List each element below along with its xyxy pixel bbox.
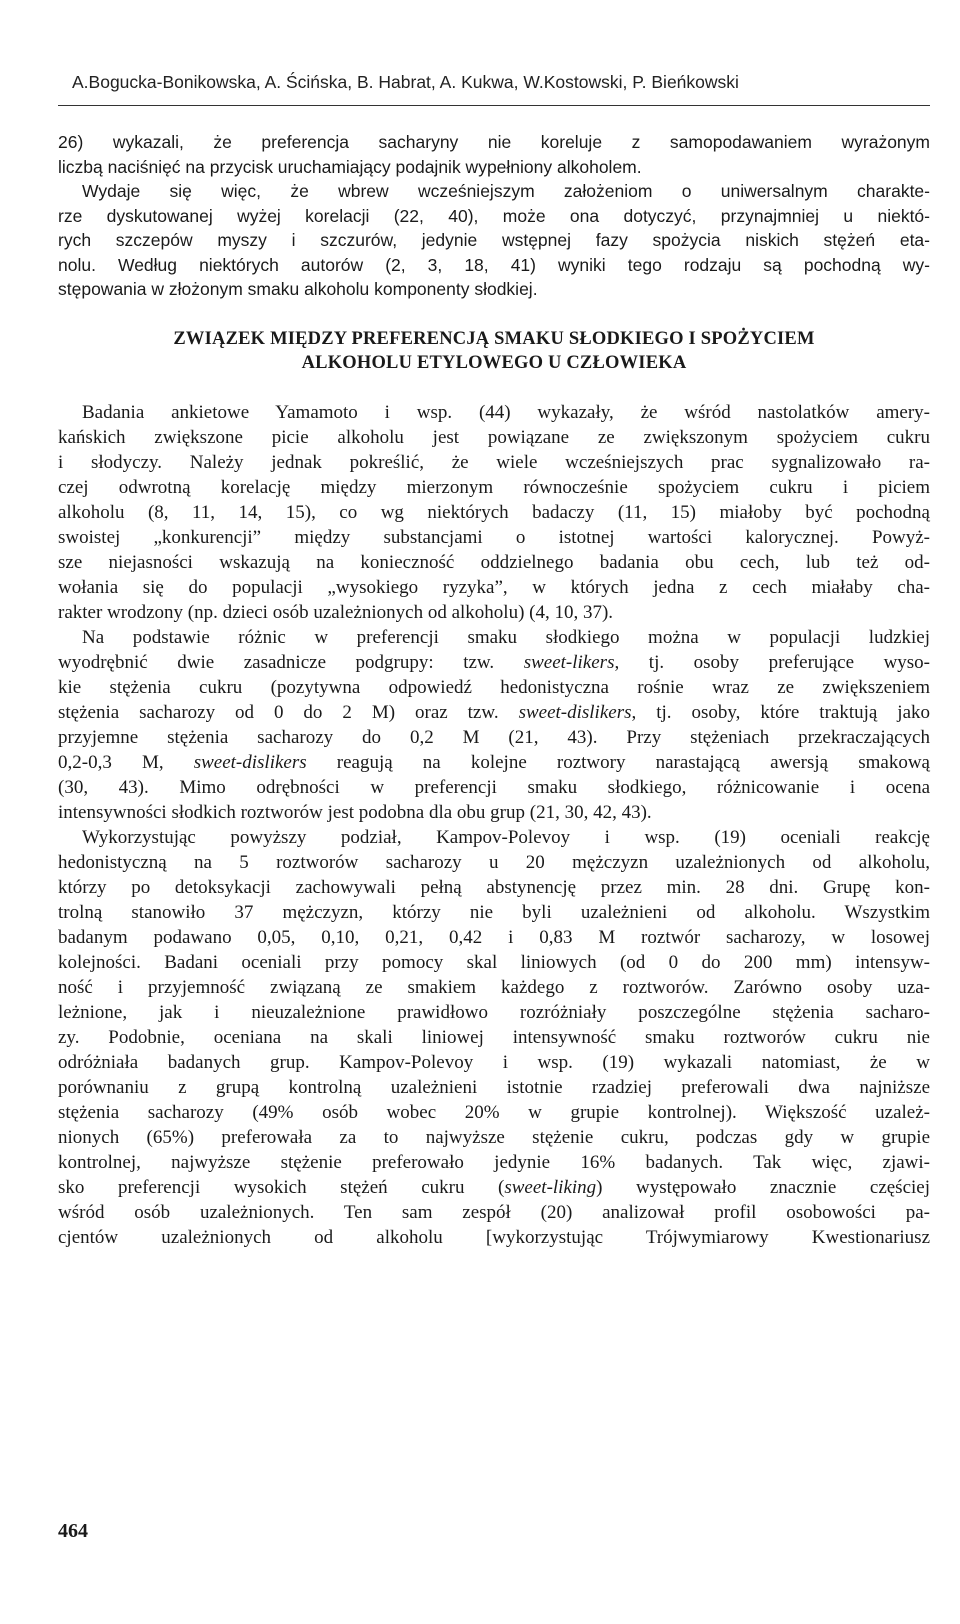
running-header: A.Bogucka-Bonikowska, A. Ścińska, B. Habrat, A. Kukwa, W.Kostowski, P. Bieńkowski	[72, 72, 739, 92]
text-line: (30, 43). Mimo odrębności w preferencji smaku słodkiego, różnicowanie i ocena	[58, 777, 930, 798]
text-line: Wydaje się więc, że wbrew wcześniejszym założeniom o uniwersalnym charakte-	[82, 181, 930, 201]
text-line: sze niejasności wskazują na konieczność oddzielnego badania obu cech, lub też od-	[58, 552, 930, 573]
text-line: trolną stanowiło 37 mężczyzn, którzy nie byli uzależnieni od alkoholu. Wszystkim	[58, 902, 930, 923]
text-line: Badania ankietowe Yamamoto i wsp. (44) wykazały, że wśród nastolatków amery-	[82, 402, 930, 423]
text-line: nolu. Według niektórych autorów (2, 3, 18, 41) wyniki tego rodzaju są pochodną wy-	[58, 255, 930, 275]
text-line: kolejności. Badani oceniali przy pomocy skal liniowych (od 0 do 200 mm) intensyw-	[58, 952, 930, 973]
text-line: stężenia sacharozy od 0 do 2 M) oraz tzw. sweet-dislikers, tj. osoby, które traktują jako	[58, 702, 930, 723]
text-line: i słodyczy. Należy jednak pokreślić, że wiele wcześniejszych prac sygnalizowało ra-	[58, 452, 930, 473]
term-italic: sweet-dislikers	[518, 702, 632, 723]
text-line: intensywności słodkich roztworów jest podobna dla obu grup (21, 30, 42, 43).	[58, 802, 652, 823]
text-line: sko preferencji wysokich stężeń cukru (sweet-liking) występowało znacznie częściej	[58, 1177, 930, 1198]
text-line: wśród osób uzależnionych. Ten sam zespół (20) analizował profil osobowości pa-	[58, 1202, 930, 1223]
text-line: nionych (65%) preferowała za to najwyższe stężenie cukru, podczas gdy w grupie	[58, 1127, 930, 1148]
text-line: alkoholu (8, 11, 14, 15), co wg niektórych badaczy (11, 15) miałoby być pochodną	[58, 502, 930, 523]
text-line: którzy po detoksykacji zachowywali pełną abstynencję przez min. 28 dni. Grupę kon-	[58, 877, 930, 898]
text-line: liczbą naciśnięć na przycisk uruchamiający podajnik wypełniony alkoholem.	[58, 157, 642, 177]
text-line: zy. Podobnie, oceniana na skali liniowej intensywność smaku roztworów cukru nie	[58, 1027, 930, 1048]
text-line: kontrolnej, najwyższe stężenie preferowało jedynie 16% badanych. Tak więc, zjawi-	[58, 1152, 930, 1173]
text-line: kie stężenia cukru (pozytywna odpowiedź hedonistyczna rośnie wraz ze zwiększeniem	[58, 677, 930, 698]
text-line: wyodrębnić dwie zasadnicze podgrupy: tzw. sweet-likers, tj. osoby preferujące wyso-	[58, 652, 931, 673]
text-line: porównaniu z grupą kontrolną uzależnieni istotnie rzadziej preferowali dwa najniższe	[58, 1077, 930, 1098]
text-line: stężenia sacharozy (49% osób wobec 20% w grupie kontrolnej). Większość uzależ-	[58, 1102, 930, 1123]
text-line: wołania się do populacji „wysokiego ryzyka”, w których jedna z cech miałaby cha-	[58, 577, 930, 598]
term-italic: sweet-liking	[504, 1177, 597, 1198]
section-heading-line-2: ALKOHOLU ETYLOWEGO U CZŁOWIEKA	[301, 353, 687, 373]
text-line: hedonistyczną na 5 roztworów sacharozy u 20 mężczyzn uzależnionych od alkoholu,	[58, 852, 930, 873]
text-line: leżnione, jak i nieuzależnione prawidłowo rozróżniały poszczególne stężenia sacharo-	[58, 1002, 930, 1023]
page-number: 464	[58, 1520, 88, 1542]
text-line: stępowania w złożonym smaku alkoholu komponenty słodkiej.	[58, 279, 538, 299]
text-line: odróżniała badanych grup. Kampov-Polevoy i wsp. (19) wykazali natomiast, że w	[58, 1052, 930, 1073]
text-line: rze dyskutowanej wyżej korelacji (22, 40), może ona dotyczyć, przynajmniej u niektó-	[58, 206, 930, 226]
text-line: ność i przyjemność związaną ze smakiem każdego z roztworów. Zarówno osoby uza-	[58, 977, 930, 998]
term-italic: sweet-dislikers	[193, 752, 307, 773]
text-line: kańskich zwiększone picie alkoholu jest powiązane ze zwiększonym spożyciem cukru	[58, 427, 930, 448]
text-line: rakter wrodzony (np. dzieci osób uzależnionych od alkoholu) (4, 10, 37).	[58, 602, 614, 623]
header-rule	[58, 105, 930, 106]
text-line: badanym podawano 0,05, 0,10, 0,21, 0,42 i 0,83 M roztwór sacharozy, w losowej	[58, 927, 930, 948]
text-line: Na podstawie różnic w preferencji smaku słodkiego można w populacji ludzkiej	[82, 627, 930, 648]
text-line: rych szczepów myszy i szczurów, jedynie wstępnej fazy spożycia niskich stężeń eta-	[58, 230, 930, 250]
text-line: Wykorzystując powyższy podział, Kampov-Polevoy i wsp. (19) oceniali reakcję	[82, 827, 930, 848]
text-line: 26) wykazali, że preferencja sacharyny nie koreluje z samopodawaniem wyrażonym	[58, 132, 930, 152]
section-heading-line-1: ZWIĄZEK MIĘDZY PREFERENCJĄ SMAKU SŁODKIEGO I SPOŻYCIEM	[173, 329, 815, 349]
text-line: czej odwrotną korelację między mierzonym równocześnie spożyciem cukru i piciem	[58, 477, 930, 498]
text-line: 0,2-0,3 M, sweet-dislikers reagują na kolejne roztwory narastającą awersją smakową	[58, 752, 930, 773]
text-line: cjentów uzależnionych od alkoholu [wykorzystując Trójwymiarowy Kwestionariusz	[58, 1227, 930, 1248]
text-line: swoistej „konkurencji” między substancjami o istotnej wartości kalorycznej. Powyż-	[58, 527, 930, 548]
term-italic: sweet-likers	[523, 652, 615, 673]
text-line: przyjemne stężenia sacharozy do 0,2 M (21, 43). Przy stężeniach przekraczających	[58, 727, 930, 748]
